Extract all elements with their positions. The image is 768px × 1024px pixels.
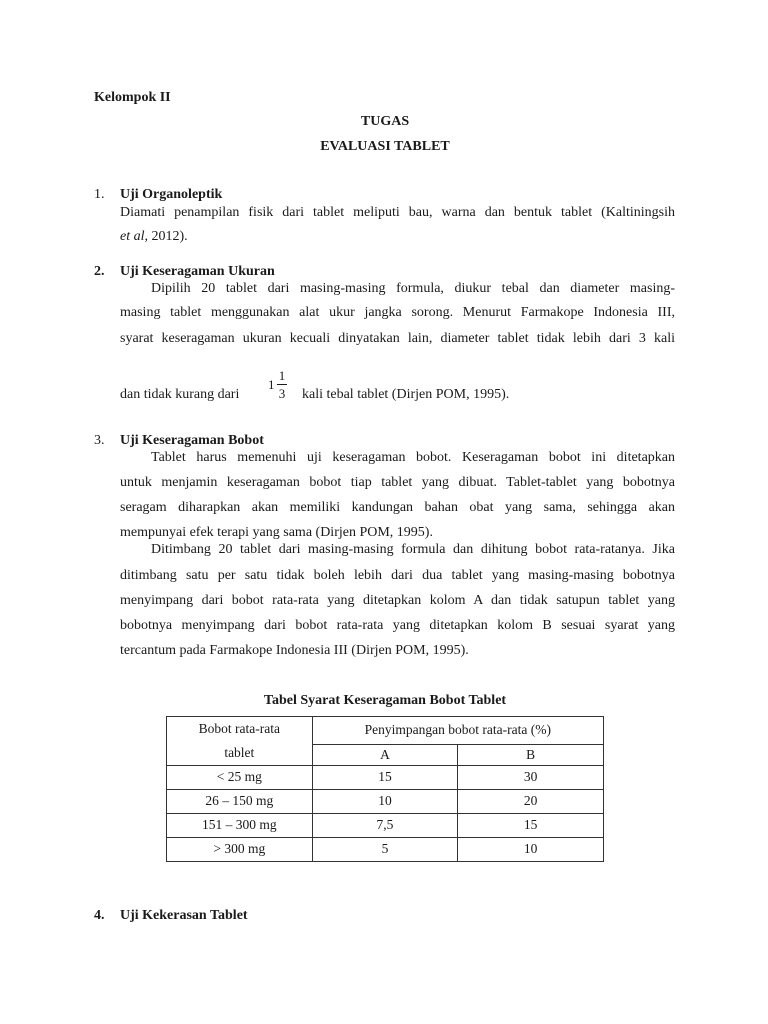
header-penyimpangan: Penyimpangan bobot rata-rata (%) bbox=[312, 717, 603, 745]
fraction-whole: 1 bbox=[268, 377, 275, 392]
row-weight: > 300 mg bbox=[167, 838, 313, 862]
section-1-line-1: Diamati penampilan fisik dari tablet meliputi bau, warna dan bentuk tablet (Kaltiningsih bbox=[120, 205, 675, 220]
citation-et-al: et al bbox=[120, 229, 145, 244]
row-b: 10 bbox=[458, 838, 604, 862]
section-2-line-2: masing tablet menggunakan alat ukur jangka sorong. Menurut Farmakope Indonesia III, bbox=[120, 305, 675, 320]
table-caption: Tabel Syarat Keseragaman Bobot Tablet bbox=[263, 693, 507, 708]
table-row bbox=[167, 790, 604, 814]
section-4-heading: Uji Kekerasan Tablet bbox=[120, 908, 248, 923]
section-2-line-4b: kali tebal tablet (Dirjen POM, 1995). bbox=[302, 387, 510, 402]
section-4-number: 4. bbox=[94, 908, 105, 923]
row-b: 20 bbox=[458, 790, 604, 814]
table-row bbox=[167, 814, 604, 838]
header-bobot: Bobot rata-rata tablet bbox=[167, 717, 313, 766]
section-3-line-8: bobotnya menyimpang dari bobot rata-rata yang ditetapkan kolom B sesuai syarat yang bbox=[120, 618, 675, 633]
section-3-line-2: untuk menjamin keseragaman bobot tiap tablet yang dibuat. Tablet-tablet yang bobotnya bbox=[120, 475, 675, 490]
section-3-line-7: menyimpang dari bobot rata-rata yang ditetapkan kolom A dan tidak satupun tablet yang bbox=[120, 593, 675, 608]
section-2-line-3: syarat keseragaman ukuran kecuali dinyatakan lain, diameter tablet tidak lebih dari 3 kali bbox=[120, 331, 675, 346]
header-col-a: A bbox=[312, 744, 458, 765]
fraction-bar bbox=[277, 384, 287, 385]
section-2-line-4a: dan tidak kurang dari bbox=[120, 387, 240, 402]
section-1-heading: Uji Organoleptik bbox=[120, 187, 223, 202]
header-col-b: B bbox=[458, 744, 604, 765]
row-a: 5 bbox=[312, 838, 458, 862]
section-1-number: 1. bbox=[94, 187, 105, 202]
section-1-line-2 bbox=[120, 229, 188, 246]
weight-uniformity-table bbox=[166, 716, 604, 862]
section-3-heading: Uji Keseragaman Bobot bbox=[120, 433, 264, 448]
section-2-number: 2. bbox=[94, 264, 105, 279]
section-3-line-4: mempunyai efek terapi yang sama (Dirjen POM, 1995). bbox=[120, 525, 433, 540]
section-3-line-5: Ditimbang 20 tablet dari masing-masing formula dan dihitung bobot rata-ratanya. Jika bbox=[151, 542, 675, 557]
row-weight: < 25 mg bbox=[167, 766, 313, 790]
section-3-line-6: ditimbang satu per satu tidak boleh lebih dari dua tablet yang masing-masing bobotnya bbox=[120, 568, 675, 583]
row-a: 7,5 bbox=[312, 814, 458, 838]
section-2-line-1: Dipilih 20 tablet dari masing-masing formula, diukur tebal dan diameter masing- bbox=[151, 281, 675, 296]
table-row bbox=[167, 838, 604, 862]
citation-year: , 2012). bbox=[144, 229, 188, 244]
fraction-denominator: 3 bbox=[278, 386, 286, 401]
section-3-line-1: Tablet harus memenuhi uji keseragaman bobot. Keseragaman bobot ini ditetapkan bbox=[151, 450, 675, 465]
document-title: TUGAS bbox=[360, 114, 410, 129]
row-a: 10 bbox=[312, 790, 458, 814]
row-weight: 151 – 300 mg bbox=[167, 814, 313, 838]
fraction-numerator: 1 bbox=[278, 368, 286, 383]
section-3-line-9: tercantum pada Farmakope Indonesia III (Dirjen POM, 1995). bbox=[120, 643, 469, 658]
section-3-number: 3. bbox=[94, 433, 105, 448]
row-b: 15 bbox=[458, 814, 604, 838]
group-label: Kelompok II bbox=[94, 90, 171, 105]
row-b: 30 bbox=[458, 766, 604, 790]
section-3-line-3: seragam diharapkan akan memiliki kandungan bahan obat yang sama, sehingga akan bbox=[120, 500, 675, 515]
row-weight: 26 – 150 mg bbox=[167, 790, 313, 814]
table-row bbox=[167, 766, 604, 790]
section-2-heading: Uji Keseragaman Ukuran bbox=[120, 264, 275, 279]
document-subtitle: EVALUASI TABLET bbox=[320, 139, 450, 154]
row-a: 15 bbox=[312, 766, 458, 790]
